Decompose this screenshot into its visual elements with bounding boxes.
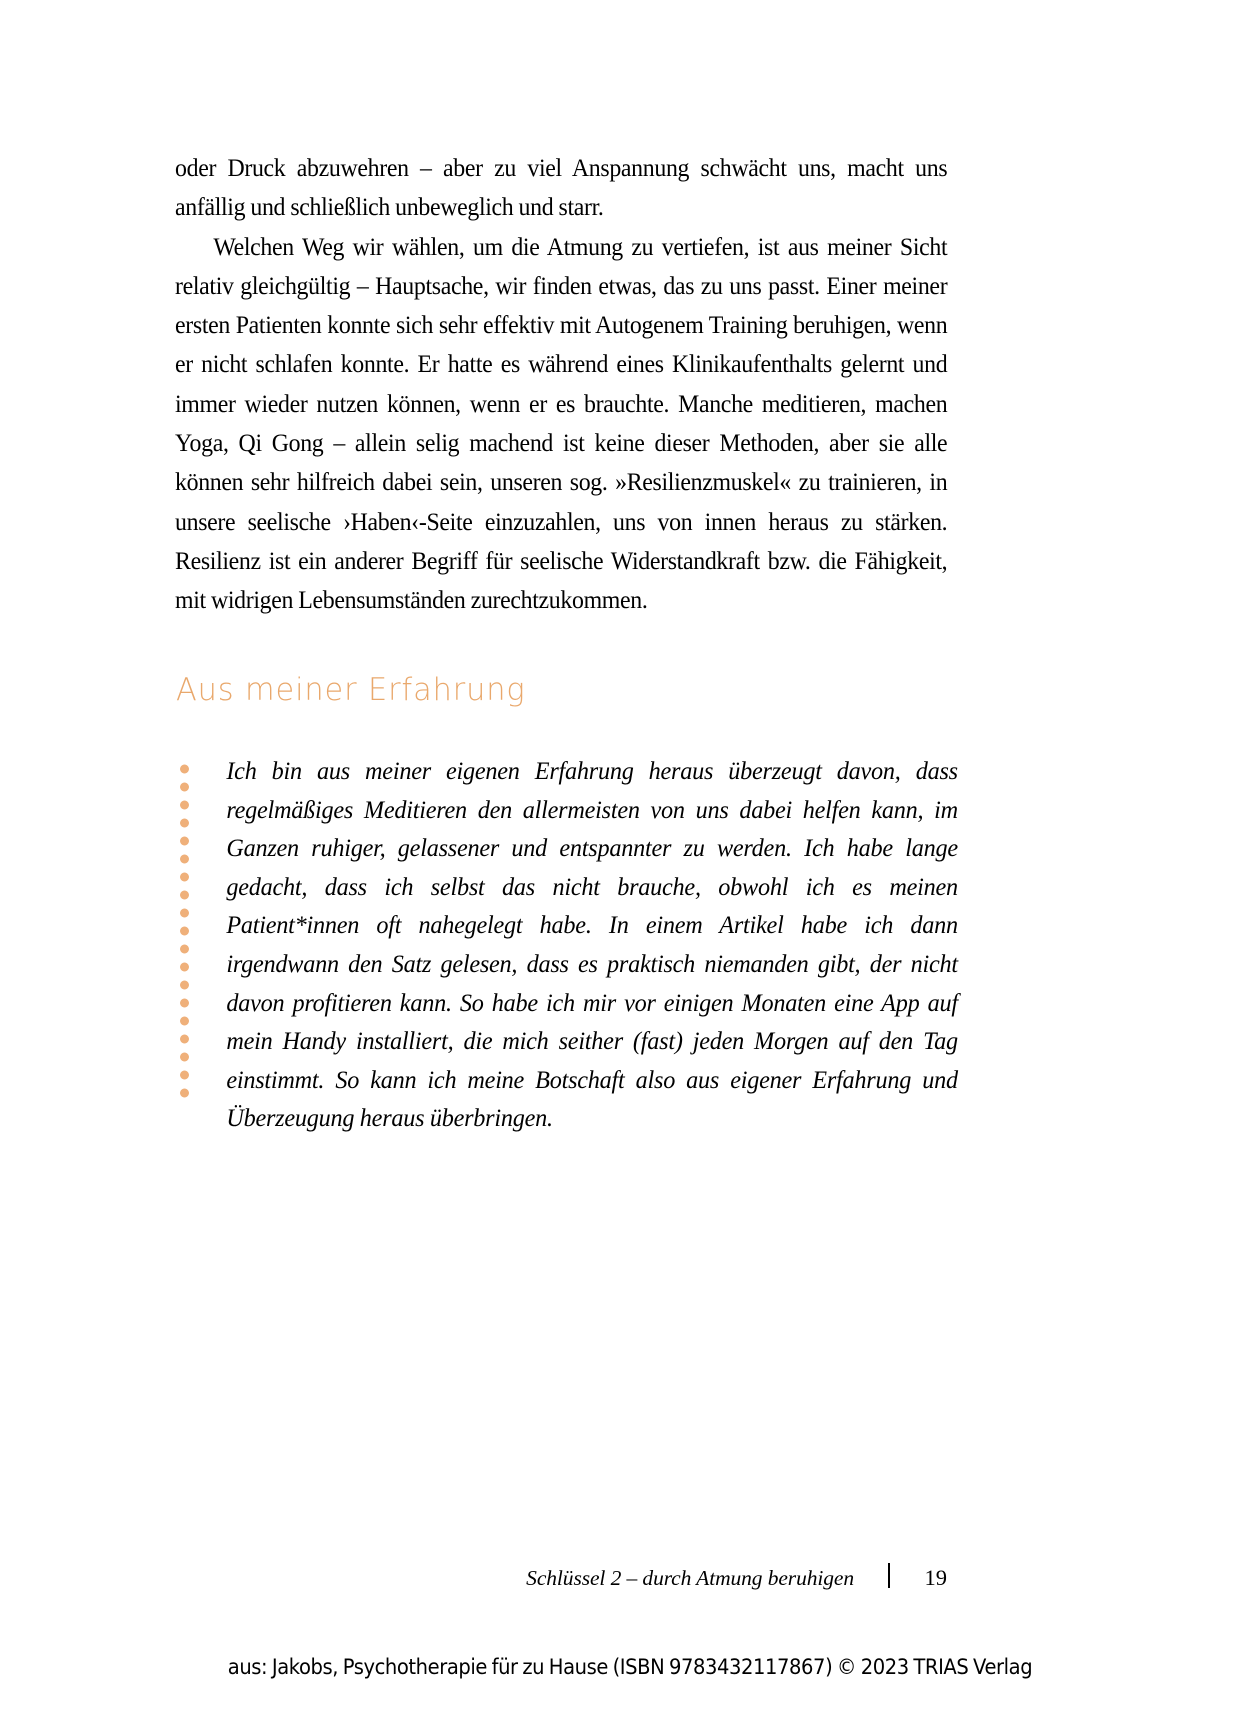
body-paragraph-2: Welchen Weg wir wählen, um die Atmung zu vertiefen, ist aus meiner Sicht relativ gleichgültig – Hauptsache, wir finden etwas, das zu uns passt. Einer meiner ersten Patienten konnte sich sehr effektiv mit Autogenem Training beruhigen, wenn er nicht schlafen konnte. Er hatte es während eines Klinikaufenthalts gelernt und immer wieder nutzen können, wenn er es brauchte. Manche meditieren, machen Yoga, Qi Gong – allein selig machend ist keine dieser Methoden, aber sie alle können sehr hilfreich dabei sein, unseren sog. »Resilienzmuskel« zu trainieren, in unsere seelische ›Haben‹-Seite einzuzahlen, uns von innen heraus zu stärken. Resilienz ist ein anderer Begriff für seelische Widerstandkraft bzw. die Fähigkeit, mit widrigen Lebensumständen zurechtzukommen. xyxy=(175,231,948,615)
running-head: Schlüssel 2 – durch Atmung beruhigen xyxy=(526,1566,854,1590)
body-paragraph-1: oder Druck abzuwehren – aber zu viel Anspannung schwächt uns, macht uns anfällig und schließlich unbeweglich und starr. xyxy=(175,153,948,222)
page-footer xyxy=(175,1560,947,1591)
main-text-column xyxy=(175,148,947,620)
section-heading-aus-meiner-erfahrung: Aus meiner Erfahrung xyxy=(176,672,526,708)
experience-quote-block xyxy=(176,752,958,1138)
source-attribution-line: aus: Jakobs, Psychotherapie für zu Hause (ISBN 9783432117867) © 2023 TRIAS Verlag xyxy=(227,1655,1033,1679)
page-number: 19 xyxy=(924,1565,947,1590)
footer-separator-bar xyxy=(888,1563,890,1588)
quote-paragraph: Ich bin aus meiner eigenen Erfahrung heraus überzeugt davon, dass regelmäßiges Meditieren den allermeisten von uns dabei helfen kann, im Ganzen ruhiger, gelassener und entspannter zu werden. Ich habe lange gedacht, dass ich selbst das nicht brauche, obwohl ich es meinen Patient*innen oft nahegelegt habe. In einem Artikel habe ich dann irgendwann den Satz gelesen, dass es praktisch niemanden gibt, der nicht davon profitieren kann. So habe ich mir vor einigen Monaten eine App auf mein Handy installiert, die mich seither (fast) jeden Morgen auf den Tag einstimmt. So kann ich meine Botschaft also aus eigener Erfahrung und Überzeugung heraus überbringen. xyxy=(226,756,958,1133)
